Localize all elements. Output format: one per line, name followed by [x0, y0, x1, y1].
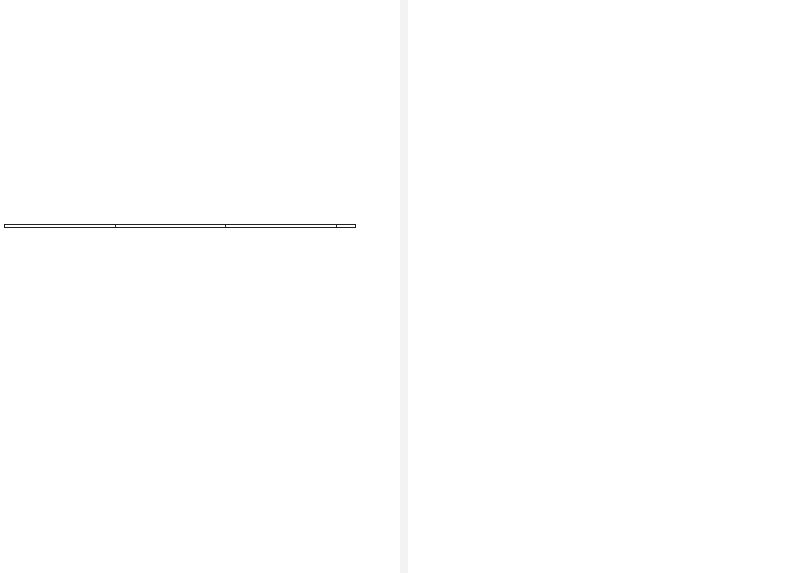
table-header-masculine [226, 225, 337, 228]
table-header-feminine [115, 225, 226, 228]
note-item [352, 57, 386, 70]
table-header-neuter [5, 225, 116, 228]
note-item [368, 42, 386, 55]
table-header-letter [337, 225, 356, 228]
note-item [378, 87, 386, 100]
table-header-row [5, 225, 356, 228]
right-page [408, 0, 800, 573]
page-gutter [400, 0, 408, 573]
note-item [368, 72, 386, 85]
gender-examples-table [4, 224, 356, 228]
